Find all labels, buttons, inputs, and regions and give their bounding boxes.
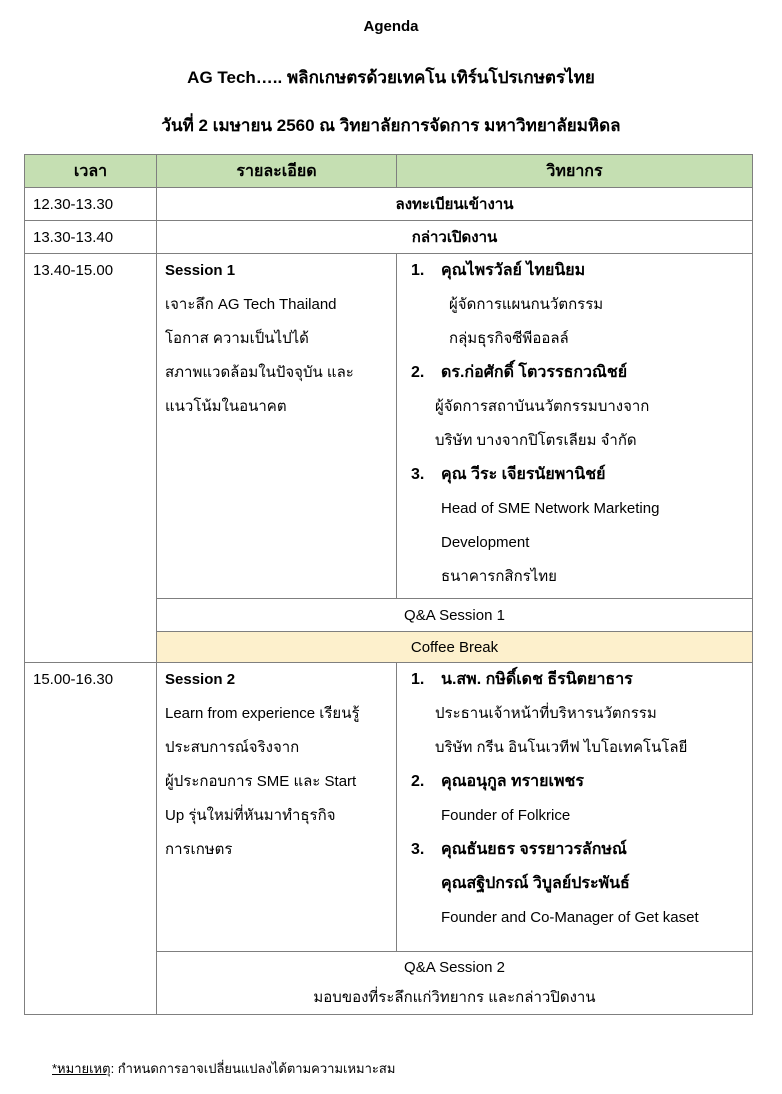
speaker-info: Head of SME Network Marketing [441, 500, 660, 517]
time-cell: 12.30-13.30 [25, 188, 157, 221]
session-2-speakers-cell [397, 663, 753, 952]
session-2-detail-cell [157, 663, 397, 952]
table-row-session-1 [25, 254, 753, 599]
speaker-name: 2. คุณอนุกูล ทรายเพชร [411, 773, 584, 790]
detail-line: ผู้ประกอบการ SME และ Start [165, 773, 357, 790]
coffee-break: Coffee Break [157, 632, 753, 663]
session-title: Session 2 [165, 671, 236, 688]
detail-line: Learn from experience เรียนรู้ [165, 705, 360, 722]
event-subtitle: AG Tech….. พลิกเกษตรด้วยเทคโน เทิร์นโปรเกษตรไทย [187, 68, 595, 87]
detail-line: สภาพแวดล้อมในปัจจุบัน และ [165, 364, 354, 381]
footnote [52, 1058, 395, 1079]
col-header-speaker: วิทยากร [397, 155, 753, 188]
speaker-name: 1. คุณไพรวัลย์ ไทยนิยม [411, 262, 586, 279]
speaker-info: ประธานเจ้าหน้าที่บริหารนวัตกรรม [435, 705, 657, 722]
detail-line: ประสบการณ์จริงจาก [165, 739, 300, 756]
agenda-table [24, 154, 753, 1015]
table-header-row [25, 155, 753, 188]
detail-line: โอกาส ความเป็นไปได้ [165, 330, 309, 347]
table-row [25, 188, 753, 221]
qa-session-2-cell [157, 952, 753, 1015]
footnote-label: *หมายเหตุ [52, 1061, 111, 1076]
time-cell: 13.40-15.00 [25, 254, 157, 663]
time-cell: 13.30-13.40 [25, 221, 157, 254]
registration-cell: ลงทะเบียนเข้างาน [157, 188, 753, 221]
event-date-line: วันที่ 2 เมษายน 2560 ณ วิทยาลัยการจัดการ มหาวิทยาลัยมหิดล [161, 116, 621, 135]
session-title: Session 1 [165, 262, 236, 279]
table-row [25, 221, 753, 254]
session-1-detail-cell [157, 254, 397, 599]
col-header-detail: รายละเอียด [157, 155, 397, 188]
speaker-info: กลุ่มธุรกิจซีพีออลล์ [449, 330, 569, 347]
speaker-info: Founder and Co-Manager of Get kaset [441, 909, 699, 926]
document-title: Agenda [363, 18, 419, 35]
detail-line: แนวโน้มในอนาคต [165, 398, 287, 415]
speaker-name: คุณสฐิปกรณ์ วิบูลย์ประพันธ์ [441, 875, 630, 892]
detail-line: เจาะลึก AG Tech Thailand [165, 296, 337, 313]
qa-session-2: Q&A Session 2 [404, 959, 505, 976]
session-1-speakers-cell [397, 254, 753, 599]
speaker-name: 2. ดร.ก่อศักดิ์ โตวรรธกวณิชย์ [411, 364, 628, 381]
speaker-info: ผู้จัดการแผนกนวัตกรรม [449, 296, 604, 313]
speaker-info: ธนาคารกสิกรไทย [441, 568, 557, 585]
detail-line: Up รุ่นใหม่ที่หันมาทำธุรกิจ [165, 807, 336, 824]
closing-remarks: มอบของที่ระลึกแก่วิทยากร และกล่าวปิดงาน [313, 989, 596, 1006]
time-cell: 15.00-16.30 [25, 663, 157, 1015]
table-row-session-2 [25, 663, 753, 952]
speaker-info: บริษัท กรีน อินโนเวทีฟ ไบโอเทคโนโลยี [435, 739, 688, 756]
speaker-info: ผู้จัดการสถาบันนวัตกรรมบางจาก [435, 398, 650, 415]
qa-session-1: Q&A Session 1 [157, 599, 753, 632]
speaker-info: บริษัท บางจากปิโตรเลียม จำกัด [435, 432, 637, 449]
footnote-text: : กำหนดการอาจเปลี่ยนแปลงได้ตามความเหมาะสม [110, 1061, 396, 1076]
detail-line: การเกษตร [165, 841, 233, 858]
speaker-info: Founder of Folkrice [441, 807, 571, 824]
speaker-info: Development [441, 534, 530, 551]
opening-cell: กล่าวเปิดงาน [157, 221, 753, 254]
col-header-time: เวลา [25, 155, 157, 188]
speaker-name: 1. น.สพ. กษิดิ์เดช ธีรนิตยาธาร [411, 671, 633, 688]
speaker-name: 3. คุณ วีระ เจียรนัยพานิชย์ [411, 466, 606, 483]
speaker-name: 3. คุณธันยธร จรรยาวรลักษณ์ [411, 841, 627, 858]
